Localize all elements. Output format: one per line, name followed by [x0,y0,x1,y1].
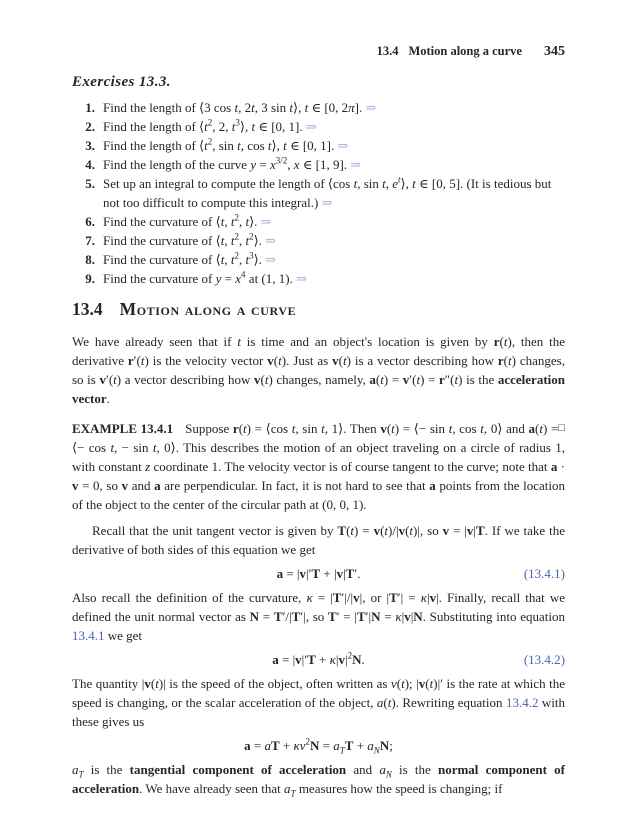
exercise-number: 2. [85,119,95,134]
example-body: Suppose r(t) = ⟨cos t, sin t, 1⟩. Then v(t) = ⟨− sin t, cos t, 0⟩ and a(t) = ⟨− cos t, − sin t, 0⟩. This describes the motion of an object traveling on a circle of radius 1, with constant z coordinate 1. The velocity vector is of course tangent to the curve; note that a · v = 0, so v and a are perpendicular. In fact, it is not hard to see that a points from the location of the object to the center of the circular path at (0, 0, 1). [72,421,566,512]
paragraph-closing: $a_T$ is the tangential component of acceleration and $a_N$ is the normal component of acceleration. We have already seen that $a_T$ measures how the speed is changing; if [72,762,565,799]
exercise-item [72,155,565,174]
answer-arrow-icon[interactable]: ⇒ [365,100,377,115]
exercises-list [72,98,565,288]
exercise-item [72,250,565,269]
equation-body: a = |v|′T + |v|T′. [276,566,361,581]
example-label: EXAMPLE 13.4.1 [72,421,174,436]
exercise-text: Find the length of the curve $y = x^{3/2}$, x ∈ [1, 9]. ⇒ [103,155,362,172]
paragraph-recall: Recall that the unit tangent vector is given by T(t) = v(t)/|v(t)|, so v = |v|T. If we take the derivative of both sides of this equation we get [72,523,565,557]
answer-arrow-icon[interactable]: ⇒ [337,138,349,153]
exercise-text: Find the length of ⟨3 cos t, 2t, 3 sin t⟩, t ∈ [0, 2π]. ⇒ [103,100,377,115]
exercise-number: 1. [85,100,95,115]
exercise-number: 8. [85,252,95,267]
answer-arrow-icon[interactable]: ⇒ [296,271,307,286]
exercise-text: Set up an integral to compute the length of ⟨cos t, sin t, $e^t⟩$, t ∈ [0, 5]. (It is tedious but not too difficult to compute this integral.) ⇒ [103,174,552,210]
exercise-text: Find the curvature of ⟨t, $t^2$, t⟩. ⇒ [103,212,272,229]
answer-arrow-icon[interactable]: ⇒ [305,119,317,134]
paragraph-also-recall: Also recall the definition of the curvature, κ = |T′|/|v|, or |T′| = κ|v|. Finally, recall that we defined the unit normal vector as N = T′/|T′|, so T′ = |T′|N = κ|v|N. Substituting into equation 13.4.1 we get [72,590,565,643]
page-content [72,44,565,798]
paragraph-quantity: The quantity |v(t)| is the speed of the object, often written as v(t); |v(t)|′ is the rate at which the speed is changing, or the scalar acceleration of the object, a(t). Rewriting equation 13.4.2 with these gives us [72,676,566,729]
equation-13.4.1 [72,564,565,583]
equation-ref-13.4.2[interactable]: 13.4.2 [505,695,539,710]
paragraph-intro: We have already seen that if t is time and an object's location is given by r(t), then the derivative r′(t) is the velocity vector v(t). Just as v(t) is a vector describing how r(t) changes, so is v′(t) a vector describing how v(t) changes, namely, a(t) = v′(t) = r″(t) is the acceleration vector. [72,334,565,406]
exercise-item [72,136,565,155]
paragraph-example [72,419,565,514]
section-title: Motion along a curve [119,299,297,319]
exercise-text: Find the curvature of ⟨t, $t^2$, $t^3⟩$. ⇒ [103,250,277,267]
exercises-heading: Exercises 13.3. [72,74,171,90]
exercise-text: Find the curvature of $y = x^4$ at (1, 1). ⇒ [103,269,307,286]
exercise-text: Find the length of $⟨t^2$, sin t, cos t⟩, t ∈ [0, 1]. ⇒ [103,136,349,153]
equation-number[interactable]: (13.4.2) [523,652,565,667]
exercise-number: 7. [85,233,95,248]
answer-arrow-icon[interactable]: ⇒ [321,195,333,210]
equation-number[interactable]: (13.4.1) [523,566,565,581]
answer-arrow-icon[interactable]: ⇒ [350,157,362,172]
exercise-item [72,212,565,231]
exercise-number: 5. [85,176,95,191]
equation-components [72,736,565,755]
equation-body: a = aT + $\kappa v^2N = a_TT + a_NN$; [244,736,393,756]
exercise-item [72,269,565,288]
exercise-number: 9. [85,271,95,286]
answer-arrow-icon[interactable]: ⇒ [260,214,272,229]
equation-body: $a = |v|'T + \kappa|v|^2N$. [272,650,365,667]
exercise-item [72,174,565,212]
equation-ref-13.4.1[interactable]: 13.4.1 [72,628,105,643]
answer-arrow-icon[interactable]: ⇒ [265,233,277,248]
exercise-item [72,231,565,250]
running-head-section-number: 13.4 [376,44,399,58]
running-head-title: Motion along a curve [408,44,522,58]
equation-13.4.2 [72,650,565,669]
section-number: 13.4 [72,299,103,319]
answer-arrow-icon[interactable]: ⇒ [265,252,277,267]
qed-square: □ [558,422,565,434]
exercise-number: 3. [85,138,95,153]
exercise-item [72,98,565,117]
exercise-text: Find the length of $⟨t^2$, 2, $t^3⟩$, t ∈ [0, 1]. ⇒ [103,117,317,134]
running-head [72,44,565,59]
exercise-item [72,117,565,136]
exercise-text: Find the curvature of ⟨t, $t^2$, $t^2⟩$. ⇒ [103,231,277,248]
exercise-number: 6. [85,214,95,229]
page-number: 345 [544,44,565,59]
section-heading [72,299,565,319]
exercise-number: 4. [85,157,95,172]
